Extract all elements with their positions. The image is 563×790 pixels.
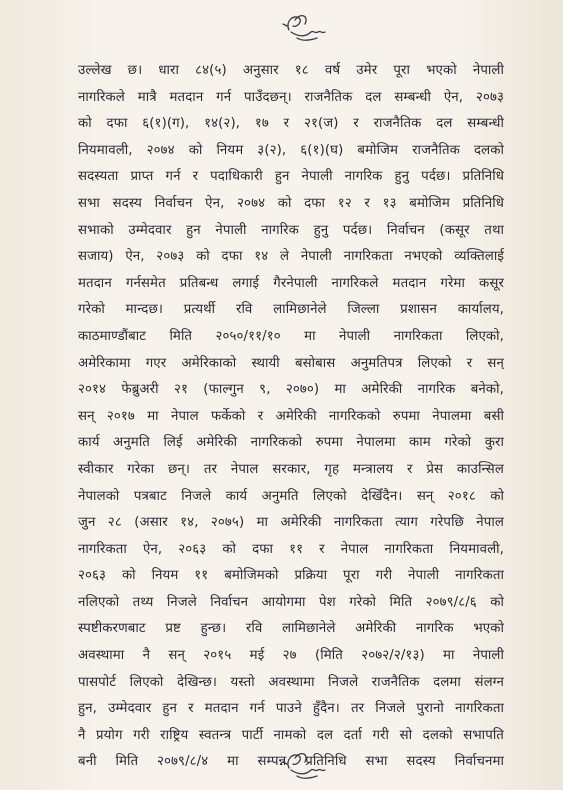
text-line: काठमाण्डौंबाट मिति २०५०/११/१० मा नेपाली नागरिकता लिएको, xyxy=(78,328,504,344)
text-line: नै प्रयोग गरी राष्ट्रिय स्वतन्त्र पार्टी नामको दल दर्ता गरी सो दलको सभापति xyxy=(78,727,504,743)
text-line: नियमावली, २०७४ को नियम ३(२), ६(१)(घ) बमोजिम राजनैतिक दलको xyxy=(78,142,504,158)
text-line: नागरिकले मात्रै मतदान गर्न पाउँदछन्। राजनैतिक दल सम्बन्धी ऐन, २०७३ xyxy=(78,89,504,105)
text-line: को दफा ६(१)(ग), १४(२), १७ र २१(ज) र राजनैतिक दल सम्बन्धी xyxy=(78,116,504,132)
text-line: हुन, उम्मेदवार हुन र मतदान गर्न पाउने हुँदैन। तर निजले पुरानो नागरिकता xyxy=(78,701,504,717)
text-line: उल्लेख छ। धारा ८४(५) अनुसार १८ वर्ष उमेर पूरा भएको नेपाली xyxy=(78,63,504,78)
text-line: सदस्यता प्राप्त गर्न र पदाधिकारी हुन नेपाली नागरिक हुनु पर्दछ। प्रतिनिधि xyxy=(78,169,504,185)
text-line: २०१४ फेब्रुअरी २१ (फाल्गुन ९, २०७०) मा अमेरिकी नागरिक बनेको, xyxy=(78,382,504,398)
text-line: सभाको उम्मेदवार हुन नेपाली नागरिक हुनु पर्दछ। निर्वाचन (कसूर तथा xyxy=(78,222,504,238)
text-line: जुन २८ (असार १४, २०७५) मा अमेरिकी नागरिकता त्याग गरेपछि नेपाल xyxy=(78,515,504,531)
text-line: कार्य अनुमति लिई अमेरिकी नागरिकको रुपमा नेपालमा काम गरेको कुरा xyxy=(78,435,504,451)
text-line: मतदान गर्नसमेत प्रतिबन्ध लगाई गैरनेपाली नागरिकले मतदान गरेमा कसूर xyxy=(78,275,504,291)
text-line: नलिएको तथ्य निजले निर्वाचन आयोगमा पेश गरेको मिति २०७९/८/६ को xyxy=(78,594,504,610)
text-line: स्वीकार गरेका छन्। तर नेपाल सरकार, गृह मन्त्रालय र प्रेस काउन्सिल xyxy=(78,461,504,477)
text-line: पासपोर्ट लिएको देखिन्छ। यस्तो अवस्थामा निजले राजनैतिक दलमा संलग्न xyxy=(78,674,504,690)
text-line: अवस्थामा नै सन् २०१५ मई २७ (मिति २०७२/२/१३) मा नेपाली xyxy=(78,648,504,664)
signature-bottom xyxy=(275,746,335,788)
text-line: नेपालको पत्रबाट निजले कार्य अनुमति लिएको देखिँदैन। सन् २०१८ को xyxy=(78,488,504,504)
text-line: सन् २०१७ मा नेपाल फर्केको र अमेरिकी नागरिकको रुपमा नेपालमा बसी xyxy=(78,408,504,424)
text-line: सभा सदस्य निर्वाचन ऐन, २०७४ को दफा १२ र १३ बमोजिम प्रतिनिधि xyxy=(78,195,504,211)
text-line: स्पष्टीकरणबाट प्रष्ट हुन्छ। रवि लामिछानेले अमेरिकी नागरिक भएको xyxy=(78,621,504,637)
text-line: अमेरिकामा गएर अमेरिकाको स्थायी बसोबास अनुमतिपत्र लिएको र सन् xyxy=(78,355,504,371)
signature-top xyxy=(275,8,335,50)
text-line: बनी मिति २०७९/८/४ मा सम्पन्न प्रतिनिधि सभा सदस्य निर्वाचनमा xyxy=(78,754,504,770)
text-line: नागरिकता ऐन, २०६३ को दफा ११ र नेपाल नागरिकता नियमावली, xyxy=(78,541,504,557)
body-text xyxy=(78,58,504,776)
text-line: २०६३ को नियम ११ बमोजिमको प्रक्रिया पूरा गरी नेपाली नागरिकता xyxy=(78,568,504,584)
text-line: गरेको मान्दछ। प्रत्यर्थी रवि लामिछानेले जिल्ला प्रशासन कार्यालय, xyxy=(78,302,504,318)
text-line: सजाय) ऐन, २०७३ को दफा १४ ले नेपाली नागरिकता नभएको व्यक्तिलाई xyxy=(78,249,504,265)
